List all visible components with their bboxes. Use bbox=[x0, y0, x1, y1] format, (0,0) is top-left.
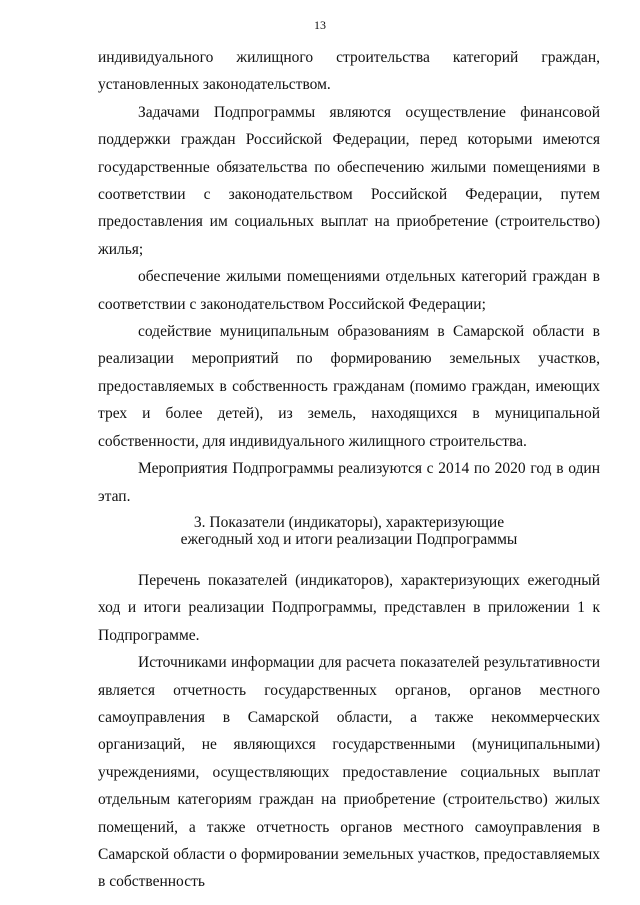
page-body bbox=[98, 44, 600, 896]
paragraph-timeline: Мероприятия Подпрограммы реализуются с 2014 по 2020 год в один этап. bbox=[98, 460, 600, 505]
paragraph-housing: обеспечение жилыми помещениями отдельных категорий граждан в соответствии с законодательством Российской Федерации; bbox=[98, 268, 600, 313]
paragraph-assistance: содействие муниципальным образованиям в Самарской области в реализации мероприятий по формированию земельных участков, предоставляемых в собственность гражданам (помимо граждан, имеющих трех и более детей), из земель, находящихся в муниципальной собственности, для индивидуального жилищного строительства. bbox=[98, 323, 600, 450]
paragraph-indicators-list: Перечень показателей (индикаторов), характеризующих ежегодный ход и итоги реализации Подпрограммы, представлен в приложении 1 к Подпрограмме. bbox=[98, 571, 600, 644]
page-number: 13 bbox=[314, 18, 326, 32]
paragraph-tasks: Задачами Подпрограммы являются осуществление финансовой поддержки граждан Российской Федерации, перед которыми имеются государственные обязательства по обеспечению жилыми помещениями в соответствии с законодательством Российской Федерации, путем предоставления им социальных выплат на приобретение (строительство) жилья; bbox=[98, 103, 600, 258]
paragraph-continuation: индивидуального жилищного строительства категорий граждан, установленных законодательством. bbox=[98, 49, 600, 94]
paragraph-sources: Источниками информации для расчета показателей результативности является отчетность государственных органов, органов местного самоуправления в Самарской области, а также некоммерческих организаций, не являющихся государственными (муниципальными) учреждениями, осуществляющих предоставление социальных выплат отдельным категориям граждан на приобретение (строительство) жилых помещений, а также отчетность органов местного самоуправления в Самарской области о формировании земельных участков, предоставляемых в собственность bbox=[98, 654, 600, 891]
section-heading-line-2: ежегодный ход и итоги реализации Подпрограммы bbox=[180, 531, 518, 549]
heading-spacer bbox=[98, 559, 600, 567]
section-heading-line-1: 3. Показатели (индикаторы), характеризующие bbox=[193, 513, 505, 531]
section-heading bbox=[98, 514, 600, 549]
